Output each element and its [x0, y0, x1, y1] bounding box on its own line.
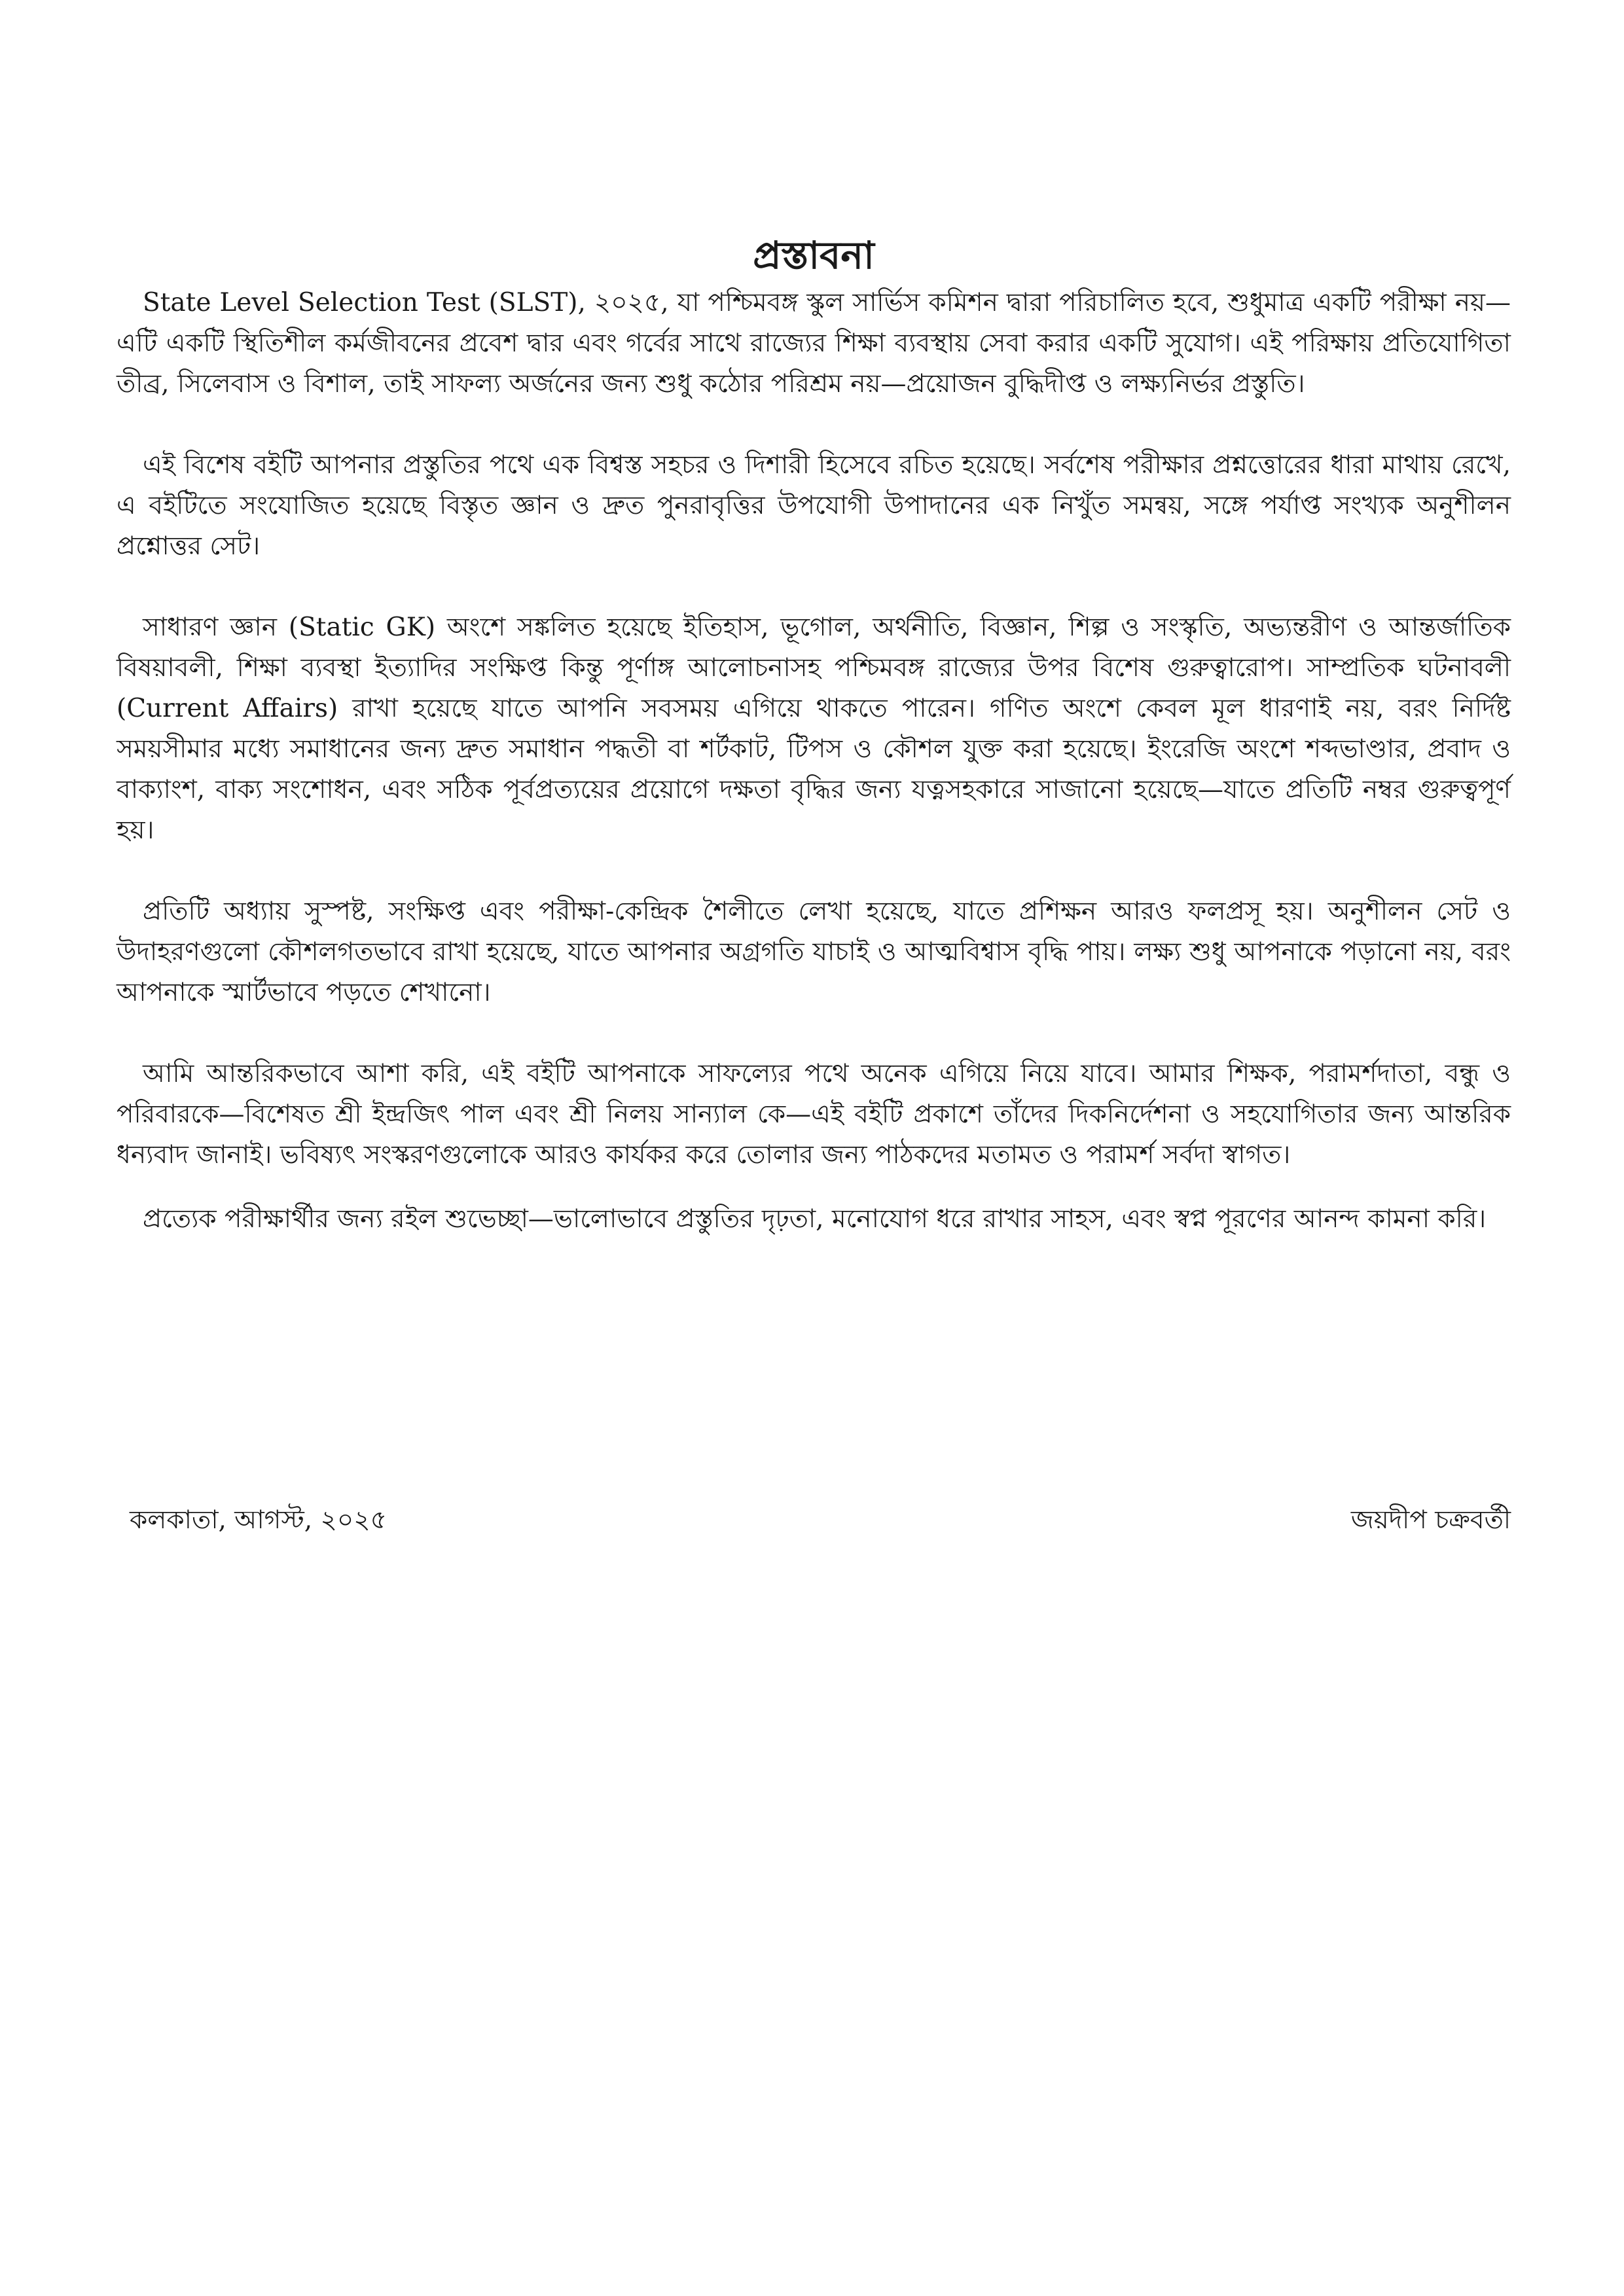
paragraph-book-purpose: এই বিশেষ বইটি আপনার প্রস্তুতির পথে এক বিশ্বস্ত সহচর ও দিশারী হিসেবে রচিত হয়েছে। সর্বশেষ পরীক্ষার প্রশ্নত্তোরের ধারা মাথায় রেখে, এ বইটিতে সংযোজিত হয়েছে বিস্তৃত জ্ঞান ও দ্রুত পুনরাবৃত্তির উপযোগী উপাদানের এক নিখুঁত সমন্বয়, সঙ্গে পর্যাপ্ত সংখ্যক অনুশীলন প্রশ্নোত্তর সেট। [117, 450, 1511, 561]
paragraph-wishes: প্রত্যেক পরীক্ষার্থীর জন্য রইল শুভেচ্ছা—ভালোভাবে প্রস্তুতির দৃঢ়তা, মনোযোগ ধরে রাখার সাহস, এবং স্বপ্ন পূরণের আনন্দ কামনা করি। [143, 1204, 1487, 1234]
author-name: জয়দীপ চক্রবর্তী [1350, 1505, 1511, 1535]
paragraph-style: প্রতিটি অধ্যায় সুস্পষ্ট, সংক্ষিপ্ত এবং পরীক্ষা-কেন্দ্রিক শৈলীতে লেখা হয়েছে, যাতে প্রশিক্ষন আরও ফলপ্রসূ হয়। অনুশীলন সেট ও উদাহরণগুলো কৌশলগতভাবে রাখা হয়েছে, যাতে আপনার অগ্রগতি যাচাই ও আত্মবিশ্বাস বৃদ্ধি পায়। লক্ষ্য শুধু আপনাকে পড়ানো নয়, বরং আপনাকে স্মার্টভাবে পড়তে শেখানো। [117, 897, 1511, 1007]
paragraph-intro: State Level Selection Test (SLST), ২০২৫, যা পশ্চিমবঙ্গ স্কুল সার্ভিস কমিশন দ্বারা পরিচালিত হবে, শুধুমাত্র একটি পরীক্ষা নয়—এটি একটি স্থিতিশীল কর্মজীবনের প্রবেশ দ্বার এবং গর্বের সাথে রাজ্যের শিক্ষা ব্যবস্থায় সেবা করার একটি সুযোগ। এই পরিক্ষায় প্রতিযোগিতা তীব্র, সিলেবাস ও বিশাল, তাই সাফল্য অর্জনের জন্য শুধু কঠোর পরিশ্রম নয়—প্রয়োজন বুদ্ধিদীপ্ত ও লক্ষ্যনির্ভর প্রস্তুতি। [117, 288, 1511, 399]
page-title: প্রস্তাবনা [753, 233, 875, 278]
signoff [117, 1500, 1511, 1541]
paragraph-contents: সাধারণ জ্ঞান (Static GK) অংশে সঙ্কলিত হয়েছে ইতিহাস, ভূগোল, অর্থনীতি, বিজ্ঞান, শিল্প ও সংস্কৃতি, অভ্যন্তরীণ ও আন্তর্জাতিক বিষয়াবলী, শিক্ষা ব্যবস্থা ইত্যাদির সংক্ষিপ্ত কিন্তু পূর্ণাঙ্গ আলোচনাসহ পশ্চিমবঙ্গ রাজ্যের উপর বিশেষ গুরুত্বারোপ। সাম্প্রতিক ঘটনাবলী (Current Affairs) রাখা হয়েছে যাতে আপনি সবসময় এগিয়ে থাকতে পারেন। গণিত অংশে কেবল মূল ধারণাই নয়, বরং নির্দিষ্ট সময়সীমার মধ্যে সমাধানের জন্য দ্রুত সমাধান পদ্ধতী বা শর্টকাট, টিপস ও কৌশল যুক্ত করা হয়েছে। ইংরেজি অংশে শব্দভাণ্ডার, প্রবাদ ও বাক্যাংশ, বাক্য সংশোধন, এবং সঠিক পূর্বপ্রত্যয়ের প্রয়োগে দক্ষতা বৃদ্ধির জন্য যত্নসহকারে সাজানো হয়েছে—যাতে প্রতিটি নম্বর গুরুত্বপূর্ণ হয়। [117, 613, 1511, 845]
place-date: কলকাতা, আগস্ট, ২০২৫ [130, 1505, 387, 1535]
preface-body [117, 229, 1511, 1280]
paragraph-acknowledgements: আমি আন্তরিকভাবে আশা করি, এই বইটি আপনাকে সাফল্যের পথে অনেক এগিয়ে নিয়ে যাবে। আমার শিক্ষক, পরামর্শদাতা, বন্ধু ও পরিবারকে—বিশেষত শ্রী ইন্দ্রজিৎ পাল এবং শ্রী নিলয় সান্যাল কে—এই বইটি প্রকাশে তাঁদের দিকনির্দেশনা ও সহযোগিতার জন্য আন্তরিক ধন্যবাদ জানাই। ভবিষ্যৎ সংস্করণগুলোকে আরও কার্যকর করে তোলার জন্য পাঠকদের মতামত ও পরামর্শ সর্বদা স্বাগত। [117, 1059, 1511, 1170]
